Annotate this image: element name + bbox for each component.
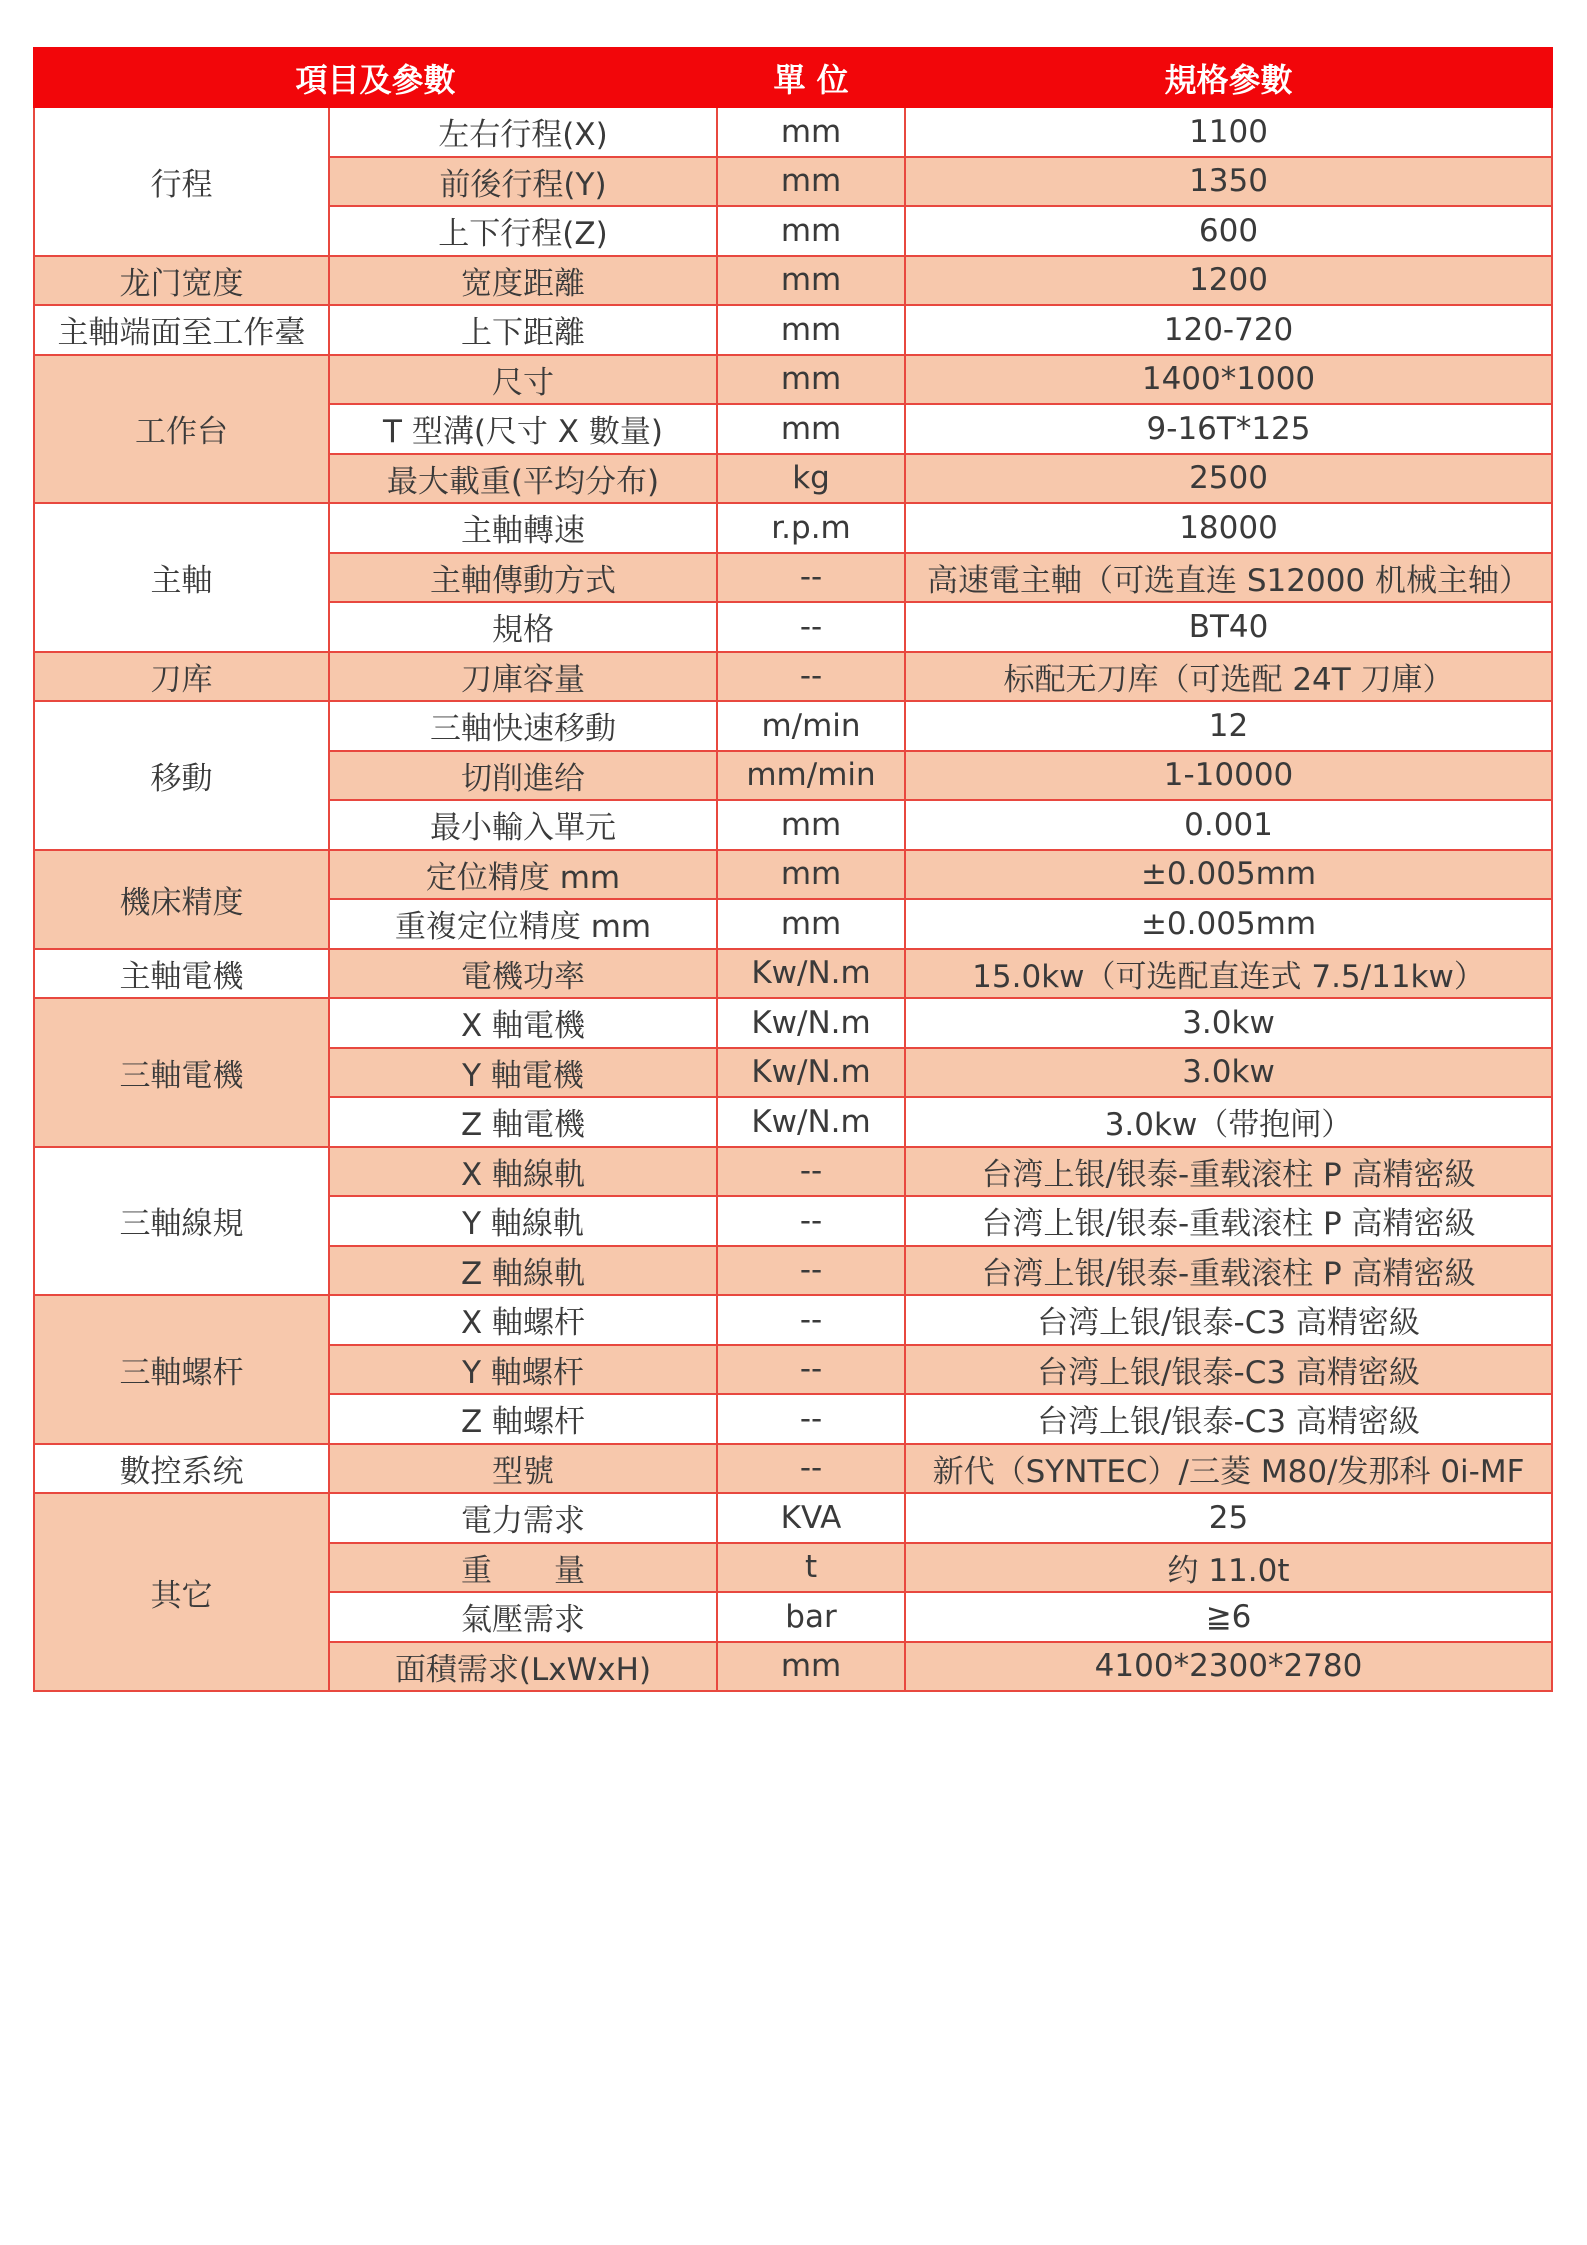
- unit-cell: mm: [717, 305, 905, 355]
- value-cell: 标配无刀库（可选配 24T 刀庫）: [905, 652, 1552, 702]
- param-cell: 宽度距離: [329, 256, 717, 306]
- value-cell: 4100*2300*2780: [905, 1642, 1552, 1692]
- unit-cell: --: [717, 1394, 905, 1444]
- param-cell: 定位精度 mm: [329, 850, 717, 900]
- unit-cell: kg: [717, 454, 905, 504]
- table-row: [34, 1295, 1552, 1345]
- param-cell: 三軸快速移動: [329, 701, 717, 751]
- value-cell: 台湾上银/银泰-重载滚柱 P 高精密級: [905, 1196, 1552, 1246]
- table-row: [34, 1493, 1552, 1543]
- unit-cell: mm: [717, 206, 905, 256]
- param-cell: 面積需求(LxWxH): [329, 1642, 717, 1692]
- unit-cell: mm: [717, 1642, 905, 1692]
- header-spec: 規格參數: [905, 48, 1552, 107]
- value-cell: 台湾上银/银泰-C3 高精密級: [905, 1345, 1552, 1395]
- value-cell: 3.0kw（带抱闸）: [905, 1097, 1552, 1147]
- unit-cell: --: [717, 1147, 905, 1197]
- unit-cell: Kw/N.m: [717, 998, 905, 1048]
- param-cell: 切削進给: [329, 751, 717, 801]
- param-cell: 電力需求: [329, 1493, 717, 1543]
- unit-cell: mm: [717, 107, 905, 157]
- unit-cell: --: [717, 1246, 905, 1296]
- unit-cell: Kw/N.m: [717, 1048, 905, 1098]
- table-row: [34, 652, 1552, 702]
- param-cell: Y 軸螺杆: [329, 1345, 717, 1395]
- table-row: [34, 1147, 1552, 1197]
- value-cell: 18000: [905, 503, 1552, 553]
- spec-body: [34, 107, 1552, 1691]
- param-cell: 型號: [329, 1444, 717, 1494]
- unit-cell: mm: [717, 899, 905, 949]
- unit-cell: r.p.m: [717, 503, 905, 553]
- param-cell: 電機功率: [329, 949, 717, 999]
- unit-cell: mm: [717, 256, 905, 306]
- group-name: 其它: [34, 1493, 329, 1691]
- param-cell: Z 軸螺杆: [329, 1394, 717, 1444]
- param-cell: 重複定位精度 mm: [329, 899, 717, 949]
- value-cell: 1100: [905, 107, 1552, 157]
- unit-cell: mm: [717, 355, 905, 405]
- unit-cell: --: [717, 1345, 905, 1395]
- value-cell: ±0.005mm: [905, 899, 1552, 949]
- param-cell: T 型溝(尺寸 X 數量): [329, 404, 717, 454]
- param-cell: 規格: [329, 602, 717, 652]
- unit-cell: mm: [717, 850, 905, 900]
- header-unit: 單 位: [717, 48, 905, 107]
- unit-cell: mm/min: [717, 751, 905, 801]
- param-cell: Z 軸線軌: [329, 1246, 717, 1296]
- value-cell: BT40: [905, 602, 1552, 652]
- unit-cell: Kw/N.m: [717, 949, 905, 999]
- param-cell: Y 軸線軌: [329, 1196, 717, 1246]
- param-cell: 主軸轉速: [329, 503, 717, 553]
- param-cell: 左右行程(X): [329, 107, 717, 157]
- spec-table: [33, 47, 1553, 1692]
- param-cell: 氣壓需求: [329, 1592, 717, 1642]
- table-row: [34, 701, 1552, 751]
- group-name: 三軸電機: [34, 998, 329, 1147]
- unit-cell: KVA: [717, 1493, 905, 1543]
- param-cell: X 軸線軌: [329, 1147, 717, 1197]
- table-row: [34, 305, 1552, 355]
- group-name: 主軸電機: [34, 949, 329, 999]
- table-row: [34, 355, 1552, 405]
- value-cell: 1-10000: [905, 751, 1552, 801]
- table-row: [34, 949, 1552, 999]
- unit-cell: t: [717, 1543, 905, 1593]
- value-cell: ≧6: [905, 1592, 1552, 1642]
- value-cell: 1400*1000: [905, 355, 1552, 405]
- value-cell: 1200: [905, 256, 1552, 306]
- value-cell: 台湾上银/银泰-C3 高精密級: [905, 1394, 1552, 1444]
- param-cell: 最大載重(平均分布): [329, 454, 717, 504]
- group-name: 移動: [34, 701, 329, 850]
- group-name: 機床精度: [34, 850, 329, 949]
- param-cell: Y 軸電機: [329, 1048, 717, 1098]
- header-item: 項目及參數: [34, 48, 717, 107]
- group-name: 刀库: [34, 652, 329, 702]
- value-cell: 新代（SYNTEC）/三菱 M80/发那科 0i-MF: [905, 1444, 1552, 1494]
- group-name: 行程: [34, 107, 329, 256]
- param-cell: 前後行程(Y): [329, 157, 717, 207]
- table-row: [34, 107, 1552, 157]
- value-cell: 600: [905, 206, 1552, 256]
- table-row: [34, 1444, 1552, 1494]
- value-cell: 2500: [905, 454, 1552, 504]
- unit-cell: --: [717, 553, 905, 603]
- value-cell: 台湾上银/银泰-重载滚柱 P 高精密級: [905, 1147, 1552, 1197]
- value-cell: 0.001: [905, 800, 1552, 850]
- value-cell: 高速電主軸（可选直连 S12000 机械主轴）: [905, 553, 1552, 603]
- value-cell: 3.0kw: [905, 998, 1552, 1048]
- group-name: 主軸: [34, 503, 329, 652]
- unit-cell: mm: [717, 157, 905, 207]
- table-row: [34, 850, 1552, 900]
- value-cell: 3.0kw: [905, 1048, 1552, 1098]
- unit-cell: bar: [717, 1592, 905, 1642]
- param-cell: 重 量: [329, 1543, 717, 1593]
- value-cell: 台湾上银/银泰-重载滚柱 P 高精密級: [905, 1246, 1552, 1296]
- unit-cell: --: [717, 1295, 905, 1345]
- group-name: 主軸端面至工作臺: [34, 305, 329, 355]
- value-cell: ±0.005mm: [905, 850, 1552, 900]
- group-name: 工作台: [34, 355, 329, 504]
- header-row: [34, 48, 1552, 107]
- param-cell: 主軸傳動方式: [329, 553, 717, 603]
- group-name: 三軸線規: [34, 1147, 329, 1296]
- param-cell: 尺寸: [329, 355, 717, 405]
- table-row: [34, 503, 1552, 553]
- unit-cell: m/min: [717, 701, 905, 751]
- unit-cell: mm: [717, 404, 905, 454]
- unit-cell: --: [717, 1444, 905, 1494]
- param-cell: 上下距離: [329, 305, 717, 355]
- value-cell: 9-16T*125: [905, 404, 1552, 454]
- value-cell: 1350: [905, 157, 1552, 207]
- value-cell: 台湾上银/银泰-C3 高精密級: [905, 1295, 1552, 1345]
- unit-cell: --: [717, 652, 905, 702]
- param-cell: Z 軸電機: [329, 1097, 717, 1147]
- group-name: 三軸螺杆: [34, 1295, 329, 1444]
- unit-cell: mm: [717, 800, 905, 850]
- unit-cell: --: [717, 1196, 905, 1246]
- table-row: [34, 256, 1552, 306]
- value-cell: 25: [905, 1493, 1552, 1543]
- value-cell: 15.0kw（可选配直连式 7.5/11kw）: [905, 949, 1552, 999]
- param-cell: X 軸螺杆: [329, 1295, 717, 1345]
- unit-cell: --: [717, 602, 905, 652]
- unit-cell: Kw/N.m: [717, 1097, 905, 1147]
- param-cell: 刀庫容量: [329, 652, 717, 702]
- group-name: 數控系统: [34, 1444, 329, 1494]
- value-cell: 约 11.0t: [905, 1543, 1552, 1593]
- table-row: [34, 998, 1552, 1048]
- param-cell: X 軸電機: [329, 998, 717, 1048]
- group-name: 龙门宽度: [34, 256, 329, 306]
- value-cell: 12: [905, 701, 1552, 751]
- param-cell: 最小輸入單元: [329, 800, 717, 850]
- param-cell: 上下行程(Z): [329, 206, 717, 256]
- value-cell: 120-720: [905, 305, 1552, 355]
